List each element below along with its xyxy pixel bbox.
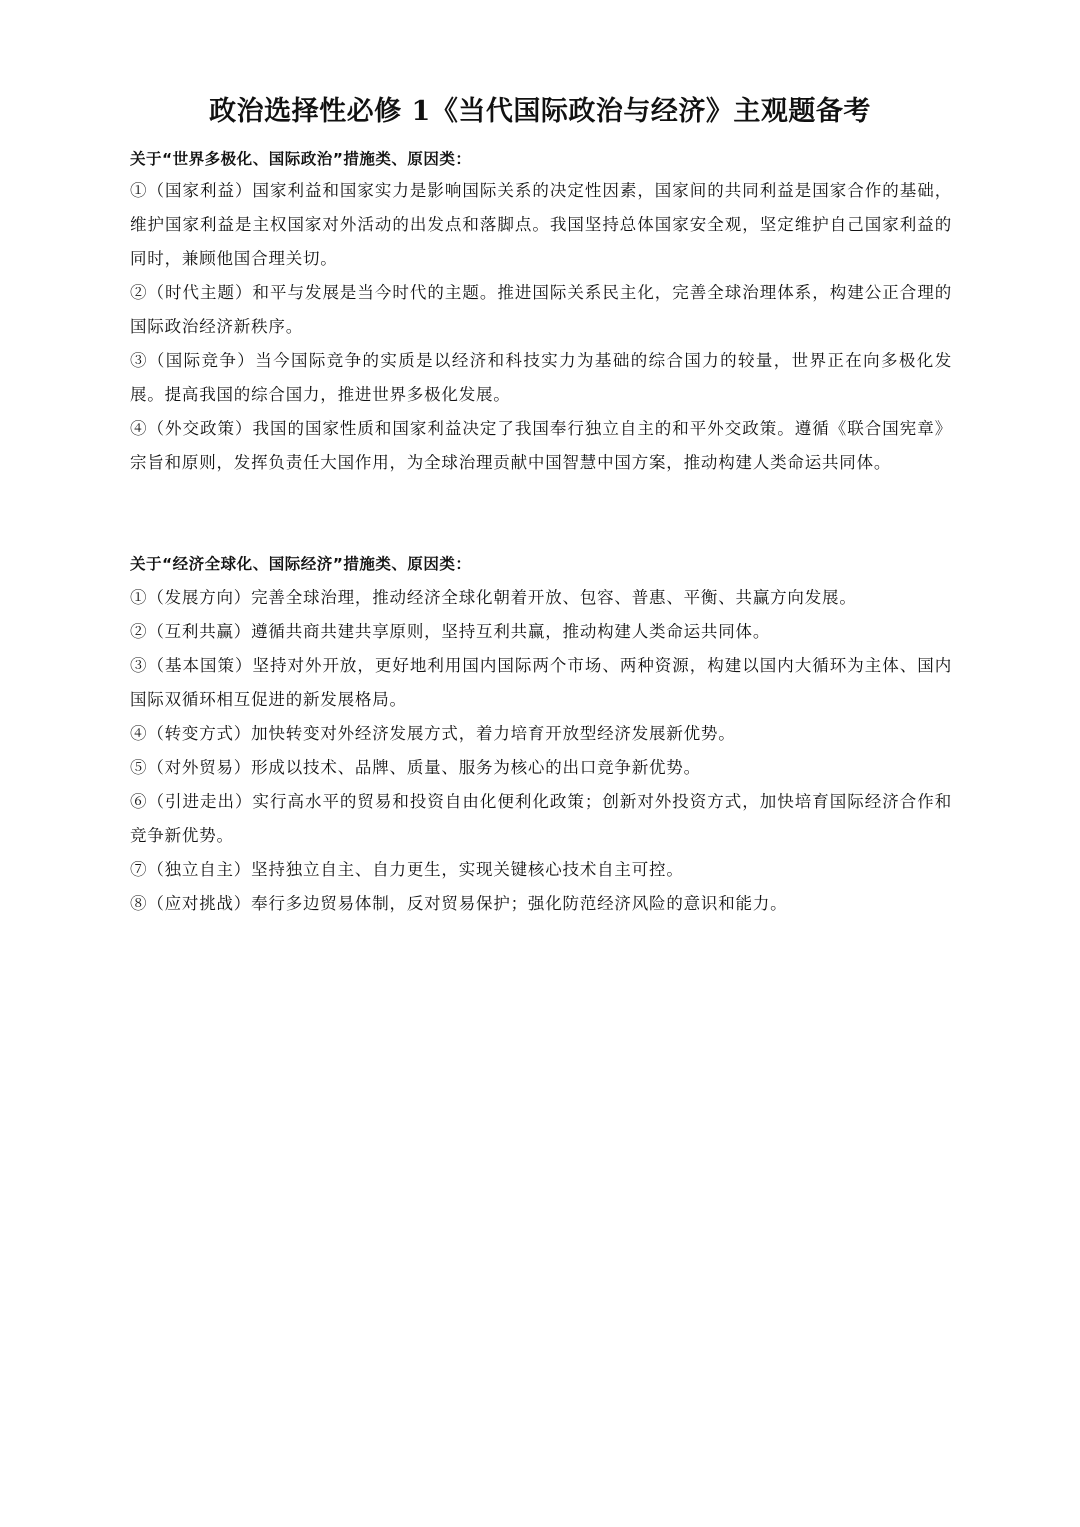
list-item	[130, 751, 952, 785]
item-tag: （独立自主）	[147, 860, 252, 879]
list-item	[130, 717, 952, 751]
item-tag: （国家利益）	[147, 181, 253, 200]
item-text: 坚持对外开放，更好地利用国内国际两个市场、两种资源，构建以国内大循环为主体、国内国际双循环相互促进的新发展格局。	[130, 656, 952, 709]
item-tag: （国际竞争）	[147, 351, 256, 370]
item-number: ①	[130, 588, 148, 607]
item-tag: （基本国策）	[147, 656, 253, 675]
list-item	[130, 344, 952, 412]
item-number: ⑧	[130, 894, 148, 913]
list-item	[130, 412, 952, 480]
item-text: 坚持独立自主、自力更生，实现关键核心技术自主可控。	[251, 860, 684, 879]
item-tag: （外交政策）	[147, 419, 253, 438]
item-tag: （应对挑战）	[147, 894, 252, 913]
item-list	[130, 174, 952, 480]
section-world-politics	[130, 146, 952, 480]
section-world-economy	[130, 551, 952, 921]
list-item	[130, 276, 952, 344]
section-heading: 关于“世界多极化、国际政治”措施类、原因类：	[130, 150, 472, 168]
item-tag: （发展方向）	[147, 588, 252, 607]
item-text: 实行高水平的贸易和投资自由化便利化政策；创新对外投资方式，加快培育国际经济合作和竞争新优势。	[130, 792, 952, 845]
item-text: 我国的国家性质和国家利益决定了我国奉行独立自主的和平外交政策。遵循《联合国宪章》宗旨和原则，发挥负责任大国作用，为全球治理贡献中国智慧中国方案，推动构建人类命运共同体。	[130, 419, 952, 472]
item-number: ③	[130, 656, 148, 675]
item-tag: （互利共赢）	[147, 622, 252, 641]
section-heading: 关于“经济全球化、国际经济”措施类、原因类：	[130, 555, 472, 573]
item-list	[130, 581, 952, 921]
document-title: 政治选择性必修 1《当代国际政治与经济》主观题备考	[209, 96, 871, 127]
item-tag: （引进走出）	[147, 792, 253, 811]
item-number: ①	[130, 181, 148, 200]
item-tag: （对外贸易）	[147, 758, 252, 777]
item-text: 和平与发展是当今时代的主题。推进国际关系民主化，完善全球治理体系，构建公正合理的国际政治经济新秩序。	[130, 283, 952, 336]
item-text: 完善全球治理，推动经济全球化朝着开放、包容、普惠、平衡、共赢方向发展。	[251, 588, 857, 607]
item-number: ⑦	[130, 860, 148, 879]
item-text: 形成以技术、品牌、质量、服务为核心的出口竞争新优势。	[251, 758, 701, 777]
item-number: ②	[130, 283, 148, 302]
list-item	[130, 615, 952, 649]
list-item	[130, 649, 952, 717]
item-number: ④	[130, 724, 148, 743]
list-item	[130, 581, 952, 615]
list-item	[130, 853, 952, 887]
list-item	[130, 785, 952, 853]
item-tag: （时代主题）	[147, 283, 253, 302]
item-text: 遵循共商共建共享原则，坚持互利共赢，推动构建人类命运共同体。	[251, 622, 771, 641]
item-number: ②	[130, 622, 148, 641]
list-item	[130, 887, 952, 921]
item-text: 国家利益和国家实力是影响国际关系的决定性因素，国家间的共同利益是国家合作的基础，维护国家利益是主权国家对外活动的出发点和落脚点。我国坚持总体国家安全观，坚定维护自己国家利益的同时，兼顾他国合理关切。	[130, 181, 952, 268]
item-number: ⑤	[130, 758, 148, 777]
item-text: 奉行多边贸易体制，反对贸易保护；强化防范经济风险的意识和能力。	[251, 894, 788, 913]
item-number: ④	[130, 419, 148, 438]
list-item	[130, 174, 952, 276]
item-text: 当今国际竞争的实质是以经济和科技实力为基础的综合国力的较量，世界正在向多极化发展。提高我国的综合国力，推进世界多极化发展。	[130, 351, 952, 404]
item-tag: （转变方式）	[147, 724, 252, 743]
item-number: ③	[130, 351, 148, 370]
item-number: ⑥	[130, 792, 148, 811]
item-text: 加快转变对外经济发展方式，着力培育开放型经济发展新优势。	[251, 724, 736, 743]
